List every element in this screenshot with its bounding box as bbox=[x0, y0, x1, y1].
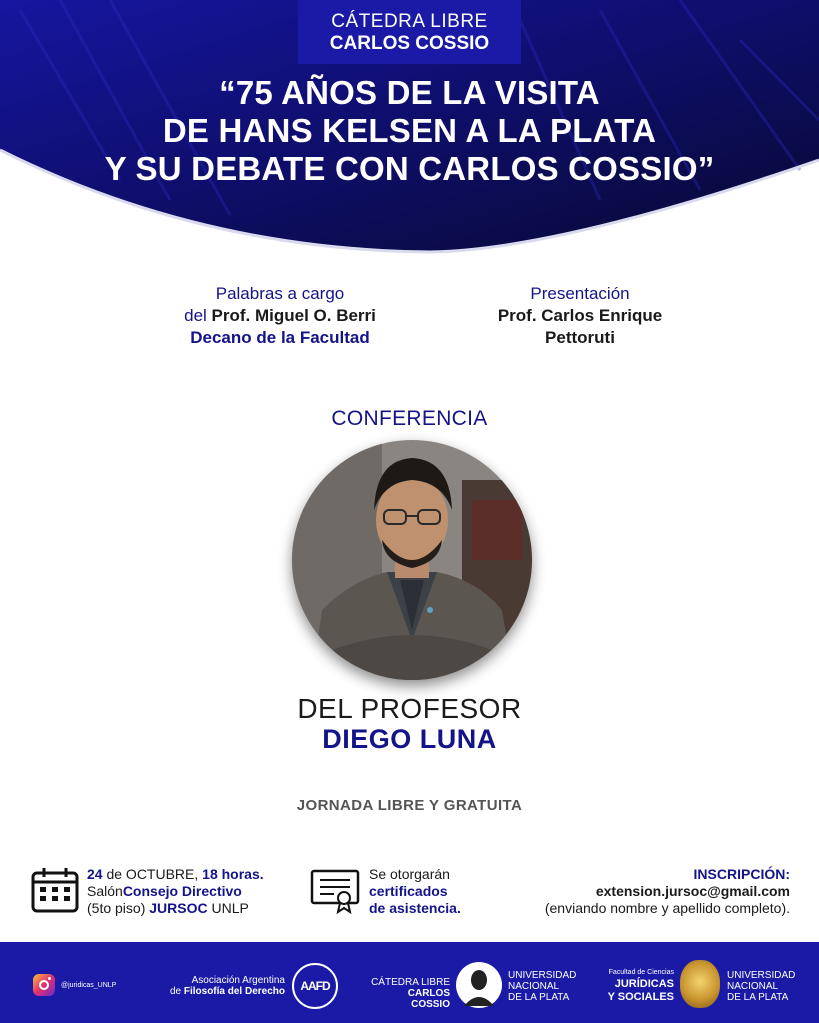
event-title bbox=[0, 74, 819, 188]
opening-words-block bbox=[130, 283, 430, 349]
unlp1-line-2: NACIONAL bbox=[508, 981, 560, 992]
unlp-crest-logo bbox=[680, 960, 720, 1008]
place-floor: (5to piso) bbox=[87, 900, 150, 916]
speaker-portrait bbox=[292, 440, 532, 680]
date-day: 24 bbox=[87, 866, 103, 882]
presenter-name-line1: Prof. Carlos Enrique bbox=[497, 306, 663, 325]
place-prefix: Salón bbox=[87, 883, 123, 899]
unlp2-line-1: UNIVERSIDAD bbox=[727, 970, 796, 981]
faculty-line-2: JURÍDICAS bbox=[614, 978, 674, 990]
cert-line-1: Se otorgarán bbox=[369, 866, 450, 882]
presentation-block bbox=[440, 283, 720, 349]
header-banner bbox=[0, 0, 819, 260]
unlp2-line-2: NACIONAL bbox=[727, 981, 779, 992]
catedra-name: CARLOS COSSIO bbox=[329, 33, 490, 54]
opening-del: del bbox=[184, 306, 207, 325]
date-time: 18 horas. bbox=[202, 866, 264, 882]
faculty-line-1: Facultad de Ciencias bbox=[608, 969, 674, 976]
place-org: JURSOC bbox=[149, 900, 208, 916]
footer-catedra-line-2: CARLOS COSSIO bbox=[407, 988, 450, 1010]
presenter-name-line2: Pettoruti bbox=[545, 328, 615, 347]
certificate-icon bbox=[310, 868, 360, 919]
opening-speaker-name: Prof. Miguel O. Berri bbox=[211, 306, 376, 325]
date-month: de OCTUBRE, bbox=[102, 866, 203, 882]
asoc-line-1: Asociación Argentina bbox=[191, 975, 285, 986]
footer-bar bbox=[0, 942, 819, 1023]
faculty-line-3: Y SOCIALES bbox=[607, 991, 674, 1003]
unlp1-line-1: UNIVERSIDAD bbox=[508, 970, 577, 981]
professor-label: DEL PROFESOR bbox=[297, 693, 522, 724]
presentation-label: Presentación bbox=[530, 284, 630, 303]
instagram-icon[interactable] bbox=[33, 974, 55, 996]
registration-note: (enviando nombre y apellido completo). bbox=[544, 900, 790, 916]
asoc-line-2: Filosofía del Derecho bbox=[183, 986, 285, 997]
catedra-libre-box bbox=[298, 0, 521, 64]
opening-words-label: Palabras a cargo bbox=[215, 284, 345, 303]
unlp-name-2 bbox=[727, 970, 795, 1003]
conference-label: CONFERENCIA bbox=[331, 407, 488, 430]
registration-email[interactable]: extension.jursoc@gmail.com bbox=[595, 883, 790, 899]
professor-name: DIEGO LUNA bbox=[322, 724, 497, 754]
catedra-label: CÁTEDRA LIBRE bbox=[331, 11, 488, 32]
title-line-2: DE HANS KELSEN A LA PLATA bbox=[162, 112, 657, 149]
aafd-logo: AAFD bbox=[292, 963, 338, 1009]
asoc-line-2-prefix: de bbox=[169, 986, 184, 997]
unlp2-line-3: DE LA PLATA bbox=[727, 992, 789, 1003]
registration-label: INSCRIPCIÓN: bbox=[693, 866, 790, 882]
place-name: Consejo Directivo bbox=[122, 883, 242, 899]
registration-info bbox=[500, 866, 790, 917]
date-place-info bbox=[87, 866, 297, 917]
footer-catedra bbox=[370, 977, 450, 1010]
instagram-handle[interactable]: @juridicas_UNLP bbox=[61, 982, 117, 989]
asoc-name bbox=[150, 975, 285, 997]
unlp1-line-3: DE LA PLATA bbox=[508, 992, 570, 1003]
cert-line-3: de asistencia. bbox=[369, 900, 461, 916]
title-line-1: “75 AÑOS DE LA VISITA bbox=[219, 74, 600, 111]
cert-line-2: certificados bbox=[369, 883, 448, 899]
title-line-3: Y SU DEBATE CON CARLOS COSSIO” bbox=[104, 150, 715, 187]
cossio-portrait-logo bbox=[456, 962, 502, 1008]
opening-speaker-role: Decano de la Facultad bbox=[190, 328, 370, 347]
calendar-icon bbox=[31, 867, 79, 918]
free-event-notice: JORNADA LIBRE Y GRATUITA bbox=[296, 797, 523, 814]
footer-catedra-line-1: CÁTEDRA LIBRE bbox=[371, 977, 450, 988]
unlp-name-1 bbox=[508, 970, 576, 1003]
place-org-suffix: UNLP bbox=[207, 900, 249, 916]
faculty-name bbox=[598, 967, 674, 1004]
